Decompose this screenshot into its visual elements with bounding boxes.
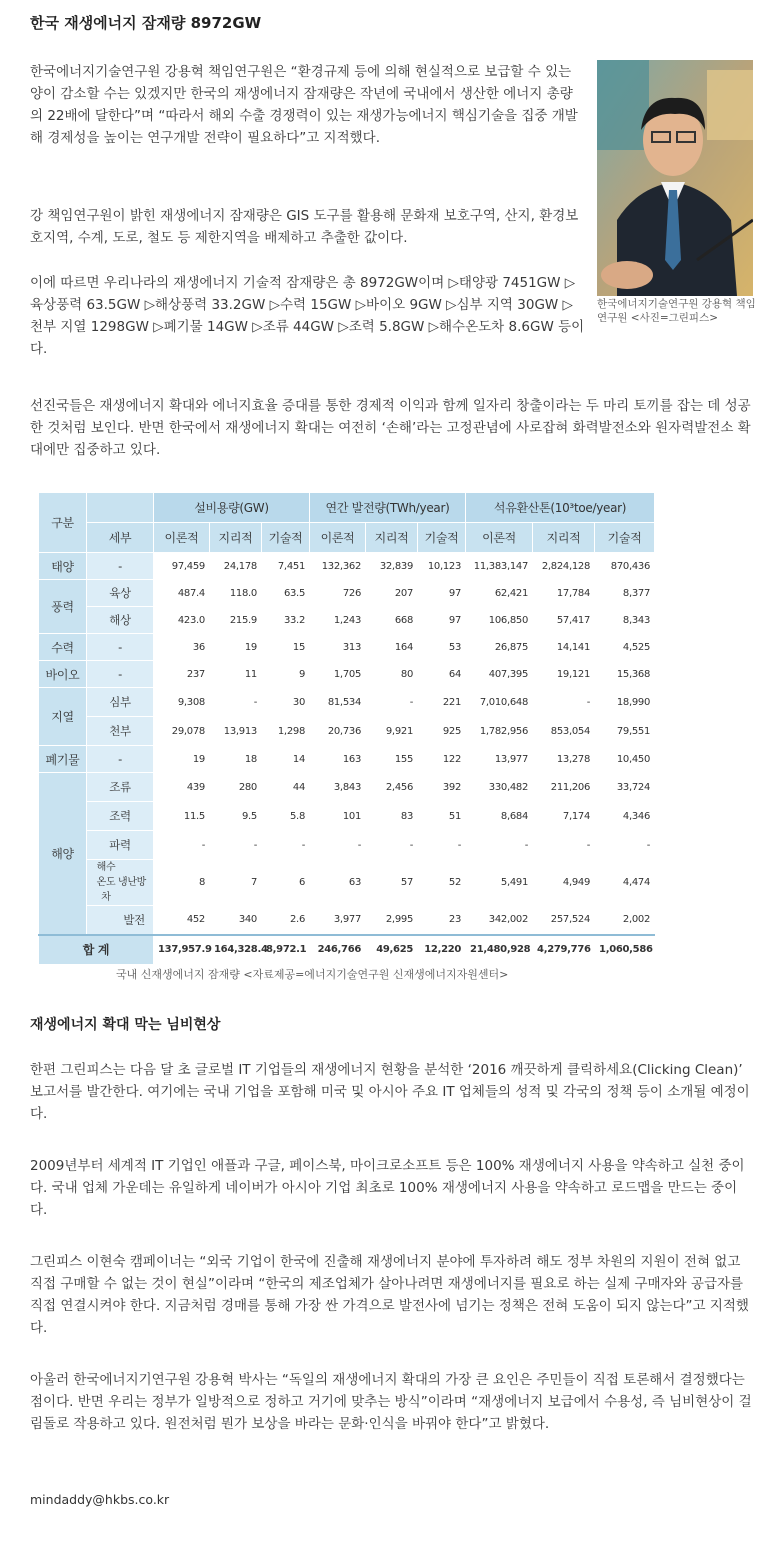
value-cell: 313	[310, 634, 366, 661]
section-subheading: 재생에너지 확대 막는 님비현상	[30, 1017, 221, 1033]
value-cell: -	[418, 831, 466, 860]
value-cell: 15	[262, 634, 310, 661]
header-technical: 기술적	[262, 523, 310, 553]
value-cell: 4,949	[533, 860, 595, 906]
value-cell: 7,174	[533, 802, 595, 831]
value-cell: 97,459	[154, 553, 210, 580]
value-cell: 13,278	[533, 746, 595, 773]
value-cell: 19,121	[533, 661, 595, 688]
value-cell: 63.5	[262, 580, 310, 607]
article-paragraph-2: 강 책임연구원이 밝힌 재생에너지 잠재량은 GIS 도구를 활용해 문화재 보호구역, 산지, 환경보호지역, 수계, 도로, 철도 등 제한지역을 배제하고 추출한 값이다.	[30, 208, 579, 246]
value-cell: 11,383,147	[466, 553, 533, 580]
header-technical: 기술적	[418, 523, 466, 553]
value-cell: -	[210, 688, 262, 717]
value-cell: 18	[210, 746, 262, 773]
table-row-tidal-current	[39, 773, 655, 802]
detail-cell: 천부	[87, 717, 154, 746]
detail-cell: -	[87, 746, 154, 773]
article-paragraph-1: 한국에너지기술연구원 강용혁 책임연구원은 “환경규제 등에 의해 현실적으로 보급할 수 있는 양이 감소할 수는 있겠지만 한국의 재생에너지 잠재량은 작년에 국내에서 생산한 에너지 총량의 22배에 달한다”며 “따라서 해외 수출 경쟁력이 있는 재생가능에너지 핵심기술을 집중 개발해 경제성을 높이는 연구개발 전략이 필요하다”고 지적했다.	[30, 64, 578, 146]
value-cell: 10,450	[595, 746, 655, 773]
researcher-photo	[597, 60, 753, 296]
value-cell: 2,002	[595, 906, 655, 935]
value-cell: 330,482	[466, 773, 533, 802]
value-cell: 3,977	[310, 906, 366, 935]
value-cell: 257,524	[533, 906, 595, 935]
category-cell: 해양	[39, 773, 87, 935]
value-cell: 15,368	[595, 661, 655, 688]
value-cell: 3,843	[310, 773, 366, 802]
otec-label-line2: 온도차	[96, 877, 116, 903]
value-cell: 4,346	[595, 802, 655, 831]
value-cell: 63	[310, 860, 366, 906]
value-cell: 2,995	[366, 906, 418, 935]
value-cell: 24,178	[210, 553, 262, 580]
value-cell: 6	[262, 860, 310, 906]
value-cell: 97	[418, 580, 466, 607]
table-row-onshore-wind	[39, 580, 655, 607]
detail-cell: -	[87, 634, 154, 661]
otec-label	[94, 860, 118, 905]
value-cell: -	[262, 831, 310, 860]
header-geographic: 지리적	[533, 523, 595, 553]
value-cell: 97	[418, 607, 466, 634]
value-cell: 23	[418, 906, 466, 935]
value-cell: 9,308	[154, 688, 210, 717]
value-cell: 26,875	[466, 634, 533, 661]
value-cell: 17,784	[533, 580, 595, 607]
table-header-row-2	[39, 523, 655, 553]
value-cell: -	[533, 688, 595, 717]
table-row-offshore-wind	[39, 607, 655, 634]
table-row-tidal	[39, 802, 655, 831]
value-cell: 44	[262, 773, 310, 802]
value-cell: 19	[210, 634, 262, 661]
value-cell: 10,123	[418, 553, 466, 580]
detail-cell: 심부	[87, 688, 154, 717]
value-cell: 57	[366, 860, 418, 906]
value-cell: 246,766	[310, 935, 366, 965]
category-cell: 폐기물	[39, 746, 87, 773]
value-cell: 137,957.9	[154, 935, 210, 965]
value-cell: 52	[418, 860, 466, 906]
value-cell: 340	[210, 906, 262, 935]
value-cell: 20,736	[310, 717, 366, 746]
value-cell: 280	[210, 773, 262, 802]
table-caption: 국내 신재생에너지 잠재량 <자료제공=에너지기술연구원 신재생에너지자원센터>	[116, 968, 509, 981]
detail-cell: 해상	[87, 607, 154, 634]
value-cell: 7,010,648	[466, 688, 533, 717]
detail-cell: 파력	[87, 831, 154, 860]
photo-caption: 한국에너지기술연구원 강용혁 책임연구원 <사진=그린피스>	[597, 298, 756, 324]
total-label: 합 계	[39, 935, 154, 965]
value-cell: -	[310, 831, 366, 860]
value-cell: 57,417	[533, 607, 595, 634]
value-cell: 207	[366, 580, 418, 607]
value-cell: 163	[310, 746, 366, 773]
detail-cell: -	[87, 661, 154, 688]
value-cell: 8,343	[595, 607, 655, 634]
value-cell: 423.0	[154, 607, 210, 634]
value-cell: 4,525	[595, 634, 655, 661]
value-cell: 1,060,586	[595, 935, 655, 965]
value-cell: 32,839	[366, 553, 418, 580]
article-paragraph-8: 아울러 한국에너지기연구원 강용혁 박사는 “독일의 재생에너지 확대의 가장 큰 요인은 주민들이 직접 토론해서 결정했다는 점이다. 반면 우리는 정부가 일방적으로 정하고 거기에 맞추는 방식”이라며 “재생에너지 보급에서 수용성, 즉 님비현상이 걸림돌로 작용하고 있다. 원전처럼 뭔가 보상을 바라는 문화·인식을 바꿔야 한다”고 밝혔다.	[30, 1372, 752, 1432]
value-cell: 83	[366, 802, 418, 831]
header-detail: 세부	[87, 523, 154, 553]
value-cell: 51	[418, 802, 466, 831]
otec-cooling-label: 냉난방	[117, 877, 147, 888]
detail-cell: -	[87, 553, 154, 580]
value-cell: 4,279,776	[533, 935, 595, 965]
header-technical: 기술적	[595, 523, 655, 553]
value-cell: 8,377	[595, 580, 655, 607]
value-cell: 2,456	[366, 773, 418, 802]
detail-cell: 발전	[87, 906, 154, 935]
value-cell: 49,625	[366, 935, 418, 965]
value-cell: 342,002	[466, 906, 533, 935]
header-group-toe: 석유환산톤(10³toe/year)	[466, 493, 655, 523]
value-cell: 9.5	[210, 802, 262, 831]
value-cell: 62,421	[466, 580, 533, 607]
value-cell: 221	[418, 688, 466, 717]
value-cell: 8,972.1	[262, 935, 310, 965]
value-cell: -	[595, 831, 655, 860]
table-row-geo-shallow	[39, 717, 655, 746]
value-cell: 726	[310, 580, 366, 607]
value-cell: 155	[366, 746, 418, 773]
article-paragraph-6: 2009년부터 세계적 IT 기업인 애플과 구글, 페이스북, 마이크로소프트 등은 100% 재생에너지 사용을 약속하고 실천 중이다. 국내 업체 가운데는 유일하게 네이버가 아시아 기업 최초로 100% 재생에너지 사용을 약속하고 로드맵을 만드는 중이다.	[30, 1158, 745, 1218]
value-cell: 1,243	[310, 607, 366, 634]
category-cell: 태양	[39, 553, 87, 580]
value-cell: 452	[154, 906, 210, 935]
value-cell: 668	[366, 607, 418, 634]
value-cell: 21,480,928	[466, 935, 533, 965]
value-cell: 79,551	[595, 717, 655, 746]
table-row-hydro	[39, 634, 655, 661]
table-row-solar	[39, 553, 655, 580]
value-cell: 80	[366, 661, 418, 688]
detail-cell: 조력	[87, 802, 154, 831]
value-cell: 2.6	[262, 906, 310, 935]
value-cell: 14,141	[533, 634, 595, 661]
value-cell: 9,921	[366, 717, 418, 746]
header-blank	[87, 493, 154, 523]
value-cell: 64	[418, 661, 466, 688]
value-cell: 132,362	[310, 553, 366, 580]
article-paragraph-7: 그린피스 이현숙 캠페이너는 “외국 기업이 한국에 진출해 재생에너지 분야에 투자하려 해도 정부 차원의 지원이 전혀 없고 직접 구매할 수 없는 것이 현실”이라며 “한국의 제조업체가 살아나려면 재생에너지를 필요로 하는 실제 구매자와 공급자를 직접 연결시켜야 한다. 지금처럼 경매를 통해 가장 싼 가격으로 발전사에 넘기는 정책은 전혀 도움이 되지 않는다”고 지적했다.	[30, 1254, 749, 1336]
value-cell: 164	[366, 634, 418, 661]
header-group-generation: 연간 발전량(TWh/year)	[310, 493, 466, 523]
value-cell: 106,850	[466, 607, 533, 634]
table-row-geo-deep	[39, 688, 655, 717]
detail-cell: 육상	[87, 580, 154, 607]
value-cell: 5,491	[466, 860, 533, 906]
header-category: 구분	[39, 493, 87, 553]
value-cell: 164,328.4	[210, 935, 262, 965]
value-cell: 101	[310, 802, 366, 831]
value-cell: 11	[210, 661, 262, 688]
value-cell: 12,220	[418, 935, 466, 965]
table-row-bio	[39, 661, 655, 688]
article-paragraph-3: 이에 따르면 우리나라의 재생에너지 기술적 잠재량은 총 8972GW이며 ▷태양광 7451GW ▷육상풍력 63.5GW ▷해상풍력 33.2GW ▷수력 15GW ▷바이오 9GW ▷심부 지역 30GW ▷천부 지열 1298GW ▷폐기물 14GW ▷조류 44GW ▷조력 5.8GW ▷해수온도차 8.6GW 등이다.	[30, 275, 585, 357]
value-cell: 215.9	[210, 607, 262, 634]
value-cell: 53	[418, 634, 466, 661]
article-paragraph-4: 선진국들은 재생에너지 확대와 에너지효율 증대를 통한 경제적 이익과 함께 일자리 창출이라는 두 마리 토끼를 잡는 데 성공한 것처럼 보인다. 반면 한국에서 재생에너지 확대는 여전히 ‘손해’라는 고정관념에 사로잡혀 화력발전소와 원자력발전소 확대에만 집중하고 있다.	[30, 398, 751, 458]
value-cell: 19	[154, 746, 210, 773]
header-geographic: 지리적	[366, 523, 418, 553]
table-row-total	[39, 935, 655, 965]
value-cell: 1,782,956	[466, 717, 533, 746]
author-email: mindaddy@hkbs.co.kr	[30, 1492, 170, 1507]
table-header-row-1	[39, 493, 655, 523]
value-cell: -	[466, 831, 533, 860]
value-cell: 853,054	[533, 717, 595, 746]
value-cell: 118.0	[210, 580, 262, 607]
value-cell: 30	[262, 688, 310, 717]
value-cell: 487.4	[154, 580, 210, 607]
potential-table	[38, 492, 655, 965]
value-cell: 18,990	[595, 688, 655, 717]
value-cell: 870,436	[595, 553, 655, 580]
value-cell: 1,705	[310, 661, 366, 688]
detail-cell: 조류	[87, 773, 154, 802]
value-cell: 7	[210, 860, 262, 906]
value-cell: 13,913	[210, 717, 262, 746]
value-cell: 925	[418, 717, 466, 746]
potential-table-container	[38, 492, 654, 960]
article-paragraph-5: 한편 그린피스는 다음 달 초 글로벌 IT 기업들의 재생에너지 현황을 분석한 ‘2016 깨끗하게 클릭하세요(Clicking Clean)’ 보고서를 발간한다. 여기에는 국내 기업을 포함해 미국 및 아시아 주요 IT 업체들의 성적 및 각국의 정책 등이 소개될 예정이다.	[30, 1062, 750, 1122]
value-cell: 237	[154, 661, 210, 688]
value-cell: 9	[262, 661, 310, 688]
header-group-capacity: 설비용량(GW)	[154, 493, 310, 523]
value-cell: 36	[154, 634, 210, 661]
category-cell: 바이오	[39, 661, 87, 688]
value-cell: 11.5	[154, 802, 210, 831]
category-cell: 지열	[39, 688, 87, 746]
value-cell: -	[154, 831, 210, 860]
value-cell: 14	[262, 746, 310, 773]
researcher-photo-image	[597, 60, 753, 296]
table-row-otec-cooling	[39, 860, 655, 906]
category-cell: 풍력	[39, 580, 87, 634]
value-cell: -	[366, 831, 418, 860]
table-row-wave	[39, 831, 655, 860]
value-cell: 13,977	[466, 746, 533, 773]
table-row-waste	[39, 746, 655, 773]
table-row-otec-power	[39, 906, 655, 935]
otec-label-line1: 해수	[96, 862, 116, 873]
header-theoretical: 이론적	[466, 523, 533, 553]
value-cell: 8,684	[466, 802, 533, 831]
value-cell: 4,474	[595, 860, 655, 906]
value-cell: -	[210, 831, 262, 860]
value-cell: 2,824,128	[533, 553, 595, 580]
header-geographic: 지리적	[210, 523, 262, 553]
value-cell: -	[366, 688, 418, 717]
value-cell: 5.8	[262, 802, 310, 831]
value-cell: 211,206	[533, 773, 595, 802]
header-theoretical: 이론적	[310, 523, 366, 553]
value-cell: 29,078	[154, 717, 210, 746]
header-theoretical: 이론적	[154, 523, 210, 553]
category-cell: 수력	[39, 634, 87, 661]
value-cell: 407,395	[466, 661, 533, 688]
detail-cell	[87, 860, 154, 906]
value-cell: 1,298	[262, 717, 310, 746]
value-cell: 81,534	[310, 688, 366, 717]
value-cell: 8	[154, 860, 210, 906]
value-cell: 122	[418, 746, 466, 773]
value-cell: 7,451	[262, 553, 310, 580]
value-cell: 33.2	[262, 607, 310, 634]
value-cell: -	[533, 831, 595, 860]
value-cell: 392	[418, 773, 466, 802]
value-cell: 439	[154, 773, 210, 802]
value-cell: 33,724	[595, 773, 655, 802]
article-title: 한국 재생에너지 잠재량 8972GW	[30, 14, 262, 32]
